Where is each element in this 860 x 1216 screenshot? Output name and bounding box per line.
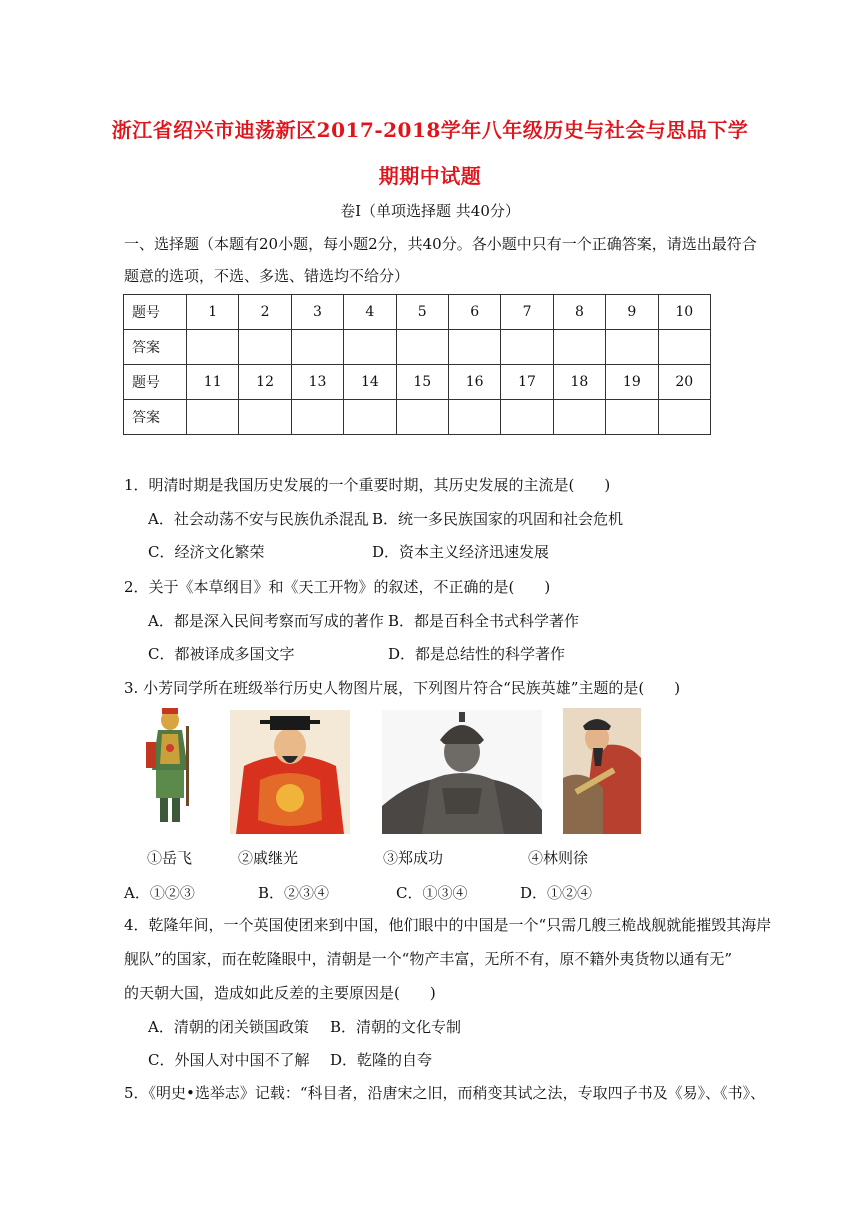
exam-title-line2: 期期中试题 (378, 164, 482, 188)
question-number-cell: 18 (553, 365, 605, 400)
question-number-cell: 10 (658, 295, 710, 330)
answer-cell[interactable] (344, 400, 396, 435)
question-number-cell: 13 (291, 365, 343, 400)
q1-option-a: A．社会动荡不安与民族仇杀混乱 (148, 510, 369, 528)
answer-cell[interactable] (187, 330, 239, 365)
answer-cell[interactable] (501, 330, 553, 365)
answer-cell[interactable] (553, 330, 605, 365)
table-row (124, 400, 711, 435)
q1-option-c: C．经济文化繁荣 (148, 543, 265, 561)
exam-title-line1: 浙江省绍兴市迪荡新区2017-2018学年八年级历史与社会与思品下学 (111, 118, 749, 142)
question-number-cell: 4 (344, 295, 396, 330)
lin-zexu-portrait (563, 708, 641, 834)
question-number-cell: 3 (291, 295, 343, 330)
question-number-cell: 8 (553, 295, 605, 330)
answer-cell[interactable] (606, 400, 658, 435)
row-label-answer: 答案 (124, 400, 187, 435)
row-label-number: 题号 (124, 365, 187, 400)
answer-cell[interactable] (291, 400, 343, 435)
answer-table (123, 294, 711, 435)
question-number-cell: 2 (239, 295, 291, 330)
q3-option-d: D．①②④ (520, 884, 593, 902)
question-number-cell: 9 (606, 295, 658, 330)
question-number-cell: 6 (448, 295, 500, 330)
section-subtitle: 卷Ⅰ（单项选择题 共40分） (340, 202, 520, 220)
question-number-cell: 20 (658, 365, 710, 400)
question-number-cell: 19 (606, 365, 658, 400)
answer-cell[interactable] (396, 330, 448, 365)
question-number-cell: 14 (344, 365, 396, 400)
yue-fei-portrait (142, 706, 198, 828)
q3-stem: 3. 小芳同学所在班级举行历史人物图片展，下列图片符合“民族英雄”主题的是( ) (124, 679, 681, 697)
answer-cell[interactable] (553, 400, 605, 435)
answer-cell[interactable] (501, 400, 553, 435)
q1-option-d: D．资本主义经济迅速发展 (372, 543, 550, 561)
answer-cell[interactable] (448, 400, 500, 435)
q3-option-c: C．①③④ (396, 884, 468, 902)
answer-cell[interactable] (606, 330, 658, 365)
question-number-cell: 11 (187, 365, 239, 400)
table-row (124, 295, 711, 330)
instructions-line1: 一、选择题（本题有20小题，每小题2分，共40分。各小题中只有一个正确答案，请选出最符合 (124, 235, 757, 253)
q2-option-b: B．都是百科全书式科学著作 (388, 612, 580, 630)
question-number-cell: 16 (448, 365, 500, 400)
q1-stem: 1．明清时期是我国历史发展的一个重要时期，其历史发展的主流是( ) (124, 476, 611, 494)
row-label-answer: 答案 (124, 330, 187, 365)
zheng-chenggong-statue (382, 710, 542, 834)
answer-cell[interactable] (291, 330, 343, 365)
q4-stem-line1: 4．乾隆年间，一个英国使团来到中国，他们眼中的中国是一个“只需几艘三桅战舰就能摧毁其海岸 (124, 916, 772, 934)
table-row (124, 330, 711, 365)
q2-option-a: A．都是深入民间考察而写成的著作 (148, 612, 384, 630)
answer-cell[interactable] (344, 330, 396, 365)
answer-cell[interactable] (239, 400, 291, 435)
answer-cell[interactable] (239, 330, 291, 365)
question-number-cell: 17 (501, 365, 553, 400)
q4-option-c: C．外国人对中国不了解 (148, 1051, 310, 1069)
q4-option-a: A．清朝的闭关锁国政策 (148, 1018, 309, 1036)
q3-caption-2: ②戚继光 (238, 849, 299, 867)
q4-stem-line2: 舰队”的国家，而在乾隆眼中，清朝是一个“物产丰富，无所不有，原不籍外夷货物以通有无” (124, 950, 733, 968)
q3-caption-4: ④林则徐 (528, 849, 589, 867)
q3-option-b: B．②③④ (258, 884, 330, 902)
answer-cell[interactable] (187, 400, 239, 435)
question-number-cell: 12 (239, 365, 291, 400)
q4-option-d: D．乾隆的自夸 (330, 1051, 433, 1069)
answer-cell[interactable] (448, 330, 500, 365)
q3-option-a: A．①②③ (124, 884, 195, 902)
instructions-line2: 题意的选项，不选、多选、错选均不给分） (124, 267, 410, 285)
question-number-cell: 5 (396, 295, 448, 330)
answer-cell[interactable] (396, 400, 448, 435)
q5-stem-line1: 5．《明史•选举志》记载：“科目者，沿唐宋之旧，而稍变其试之法，专取四子书及《易》、《书》、 (124, 1084, 766, 1102)
q4-option-b: B．清朝的文化专制 (330, 1018, 462, 1036)
q3-caption-3: ③郑成功 (383, 849, 444, 867)
question-number-cell: 7 (501, 295, 553, 330)
qi-jiguang-portrait (230, 710, 350, 834)
q4-stem-line3: 的天朝大国，造成如此反差的主要原因是( ) (124, 984, 436, 1002)
question-number-cell: 15 (396, 365, 448, 400)
question-number-cell: 1 (187, 295, 239, 330)
answer-cell[interactable] (658, 330, 710, 365)
table-row (124, 365, 711, 400)
row-label-number: 题号 (124, 295, 187, 330)
answer-cell[interactable] (658, 400, 710, 435)
q2-option-c: C．都被译成多国文字 (148, 645, 295, 663)
q2-stem: 2．关于《本草纲目》和《天工开物》的叙述，不正确的是( ) (124, 578, 551, 596)
q2-option-d: D．都是总结性的科学著作 (388, 645, 566, 663)
q1-option-b: B．统一多民族国家的巩固和社会危机 (372, 510, 624, 528)
q3-caption-1: ①岳飞 (147, 849, 193, 867)
